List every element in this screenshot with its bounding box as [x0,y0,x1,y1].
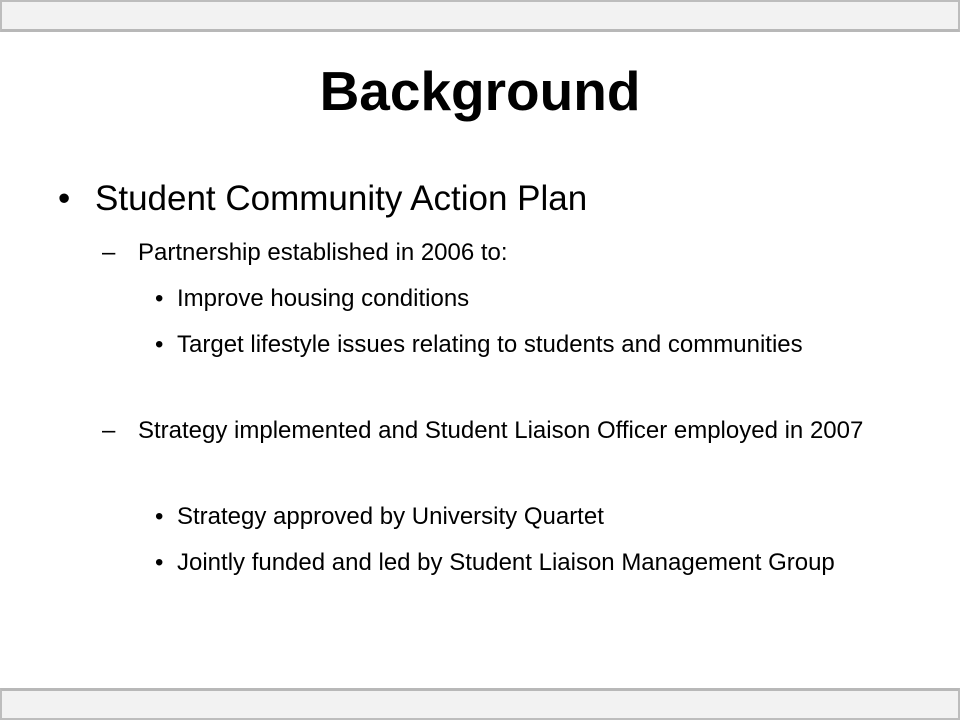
bullet-marker: • [155,549,164,576]
detail-bullet-text: Strategy approved by University Quartet [177,503,604,530]
bullet-marker: • [155,285,164,312]
detail-bullet-housing [155,282,906,316]
detail-bullet-lifestyle [155,328,906,362]
dash-marker: – [102,239,116,266]
detail-bullet-funded [155,546,906,580]
detail-bullet-approved [155,500,906,534]
main-bullet [58,174,920,224]
slide-title: Background [319,60,641,122]
bullet-marker: • [155,503,164,530]
bullet-marker: • [58,179,71,218]
bullet-marker: • [155,331,164,358]
detail-bullet-text: Target lifestyle issues relating to students and communities [177,331,803,358]
dash-marker: – [102,417,116,444]
sub-bullet-text: Partnership established in 2006 to: [138,239,508,266]
detail-bullet-text: Improve housing conditions [177,285,470,312]
top-border-band [0,0,960,32]
sub-bullet-text: Strategy implemented and Student Liaison Officer employed in 2007 [138,417,864,444]
sub-bullet-partnership [102,236,906,270]
bottom-border-band [0,688,960,720]
sub-bullet-strategy [102,414,906,448]
main-bullet-text: Student Community Action Plan [95,179,588,218]
detail-bullet-text: Jointly funded and led by Student Liaison Management Group [177,549,835,576]
